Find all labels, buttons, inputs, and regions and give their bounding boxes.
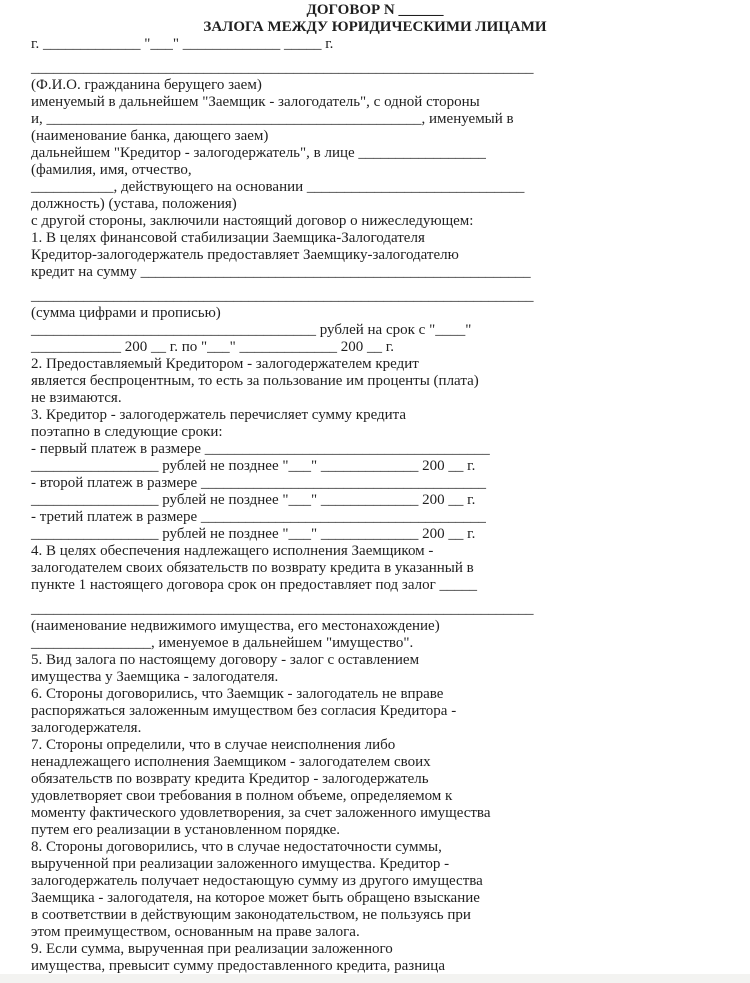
doc-line: 3. Кредитор - залогодержатель перечисляет сумму кредита bbox=[31, 407, 407, 423]
doc-line: ___________________________________________________________________ bbox=[31, 60, 534, 76]
doc-blank-line bbox=[0, 281, 750, 288]
doc-line: удовлетворяет свои требования в полном объеме, определяемом к bbox=[31, 788, 453, 804]
doc-line: имущества, превысит сумму предоставленного кредита, разница bbox=[31, 958, 445, 974]
doc-line: обязательств по возврату кредита Кредитор - залогодержатель bbox=[31, 771, 429, 787]
doc-line: - второй платеж в размере ______________________________________ bbox=[31, 475, 486, 491]
doc-line: поэтапно в следующие сроки: bbox=[31, 424, 223, 440]
doc-line: с другой стороны, заключили настоящий договор о нижеследующем: bbox=[31, 213, 474, 229]
doc-line: 1. В целях финансовой стабилизации Заемщика-Залогодателя bbox=[31, 230, 425, 246]
doc-line: г. _____________ "___" _____________ _____ г. bbox=[31, 36, 334, 52]
doc-line: ___________________________________________________________________ bbox=[31, 288, 534, 304]
doc-line: залогодателем своих обязательств по возврату кредита в указанный в bbox=[31, 560, 474, 576]
doc-line: должность) (устава, положения) bbox=[31, 196, 237, 212]
doc-line: (Ф.И.О. гражданина берущего заем) bbox=[31, 77, 262, 93]
doc-line: моменту фактического удовлетворения, за счет заложенного имущества bbox=[31, 805, 491, 821]
doc-line: (наименование недвижимого имущества, его местонахождение) bbox=[31, 618, 440, 634]
doc-line: пункте 1 настоящего договора срок он предоставляет под залог _____ bbox=[31, 577, 478, 593]
doc-line: ненадлежащего исполнения Заемщиком - залогодателем своих bbox=[31, 754, 431, 770]
doc-line: - первый платеж в размере ______________________________________ bbox=[31, 441, 490, 457]
doc-title-line: ДОГОВОР N ______ bbox=[306, 2, 444, 18]
doc-line: путем его реализации в установленном порядке. bbox=[31, 822, 341, 838]
doc-line: - третий платеж в размере ______________________________________ bbox=[31, 509, 486, 525]
doc-line: (фамилия, имя, отчество, bbox=[31, 162, 192, 178]
doc-line: 6. Стороны договорились, что Заемщик - залогодатель не вправе bbox=[31, 686, 444, 702]
doc-line: 8. Стороны договорились, что в случае недостаточности суммы, bbox=[31, 839, 442, 855]
doc-line: 2. Предоставляемый Кредитором - залогодержателем кредит bbox=[31, 356, 419, 372]
doc-line: имущества у Заемщика - залогодателя. bbox=[31, 669, 279, 685]
doc-line: ________________, именуемое в дальнейшем "имущество". bbox=[31, 635, 414, 651]
doc-line: (сумма цифрами и прописью) bbox=[31, 305, 221, 321]
doc-line: не взимаются. bbox=[31, 390, 122, 406]
doc-line: 9. Если сумма, вырученная при реализации заложенного bbox=[31, 941, 393, 957]
doc-line: залогодержателя. bbox=[31, 720, 142, 736]
doc-blank-line bbox=[0, 53, 750, 60]
doc-line: (наименование банка, дающего заем) bbox=[31, 128, 269, 144]
doc-line: дальнейшем "Кредитор - залогодержатель", в лице _________________ bbox=[31, 145, 486, 161]
doc-line: залогодержатель получает недостающую сумму из другого имущества bbox=[31, 873, 483, 889]
doc-line: ___________________________________________________________________ bbox=[31, 601, 534, 617]
doc-line: 5. Вид залога по настоящему договору - залог с оставлением bbox=[31, 652, 420, 668]
doc-line: вырученной при реализации заложенного имущества. Кредитор - bbox=[31, 856, 450, 872]
doc-line: этом преимуществом, основанным на праве залога. bbox=[31, 924, 360, 940]
doc-line: кредит на сумму ____________________________________________________ bbox=[31, 264, 531, 280]
doc-title-line: ЗАЛОГА МЕЖДУ ЮРИДИЧЕСКИМИ ЛИЦАМИ bbox=[203, 19, 547, 35]
doc-line: и, __________________________________________________, именуемый в bbox=[31, 111, 514, 127]
doc-line: ___________, действующего на основании _____________________________ bbox=[31, 179, 525, 195]
doc-blank-line bbox=[0, 594, 750, 601]
doc-line: _________________ рублей не позднее "___" _____________ 200 __ г. bbox=[31, 458, 476, 474]
doc-line: Кредитор-залогодержатель предоставляет Заемщику-залогодателю bbox=[31, 247, 459, 263]
doc-line: именуемый в дальнейшем "Заемщик - залогодатель", с одной стороны bbox=[31, 94, 480, 110]
page-bottom-strip bbox=[0, 974, 750, 983]
doc-line: _________________ рублей не позднее "___" _____________ 200 __ г. bbox=[31, 492, 476, 508]
doc-line: Заемщика - залогодателя, на которое может быть обращено взыскание bbox=[31, 890, 480, 906]
doc-line: ____________ 200 __ г. по "___" _____________ 200 __ г. bbox=[31, 339, 394, 355]
doc-line: _________________ рублей не позднее "___" _____________ 200 __ г. bbox=[31, 526, 476, 542]
doc-line: 7. Стороны определили, что в случае неисполнения либо bbox=[31, 737, 396, 753]
doc-line: является беспроцентным, то есть за пользование им проценты (плата) bbox=[31, 373, 479, 389]
doc-line: распоряжаться заложенным имуществом без согласия Кредитора - bbox=[31, 703, 457, 719]
doc-line: ______________________________________ рублей на срок с "____" bbox=[31, 322, 472, 338]
doc-line: 4. В целях обеспечения надлежащего исполнения Заемщиком - bbox=[31, 543, 434, 559]
doc-line: в соответствии в действующим законодательством, не пользуясь при bbox=[31, 907, 471, 923]
